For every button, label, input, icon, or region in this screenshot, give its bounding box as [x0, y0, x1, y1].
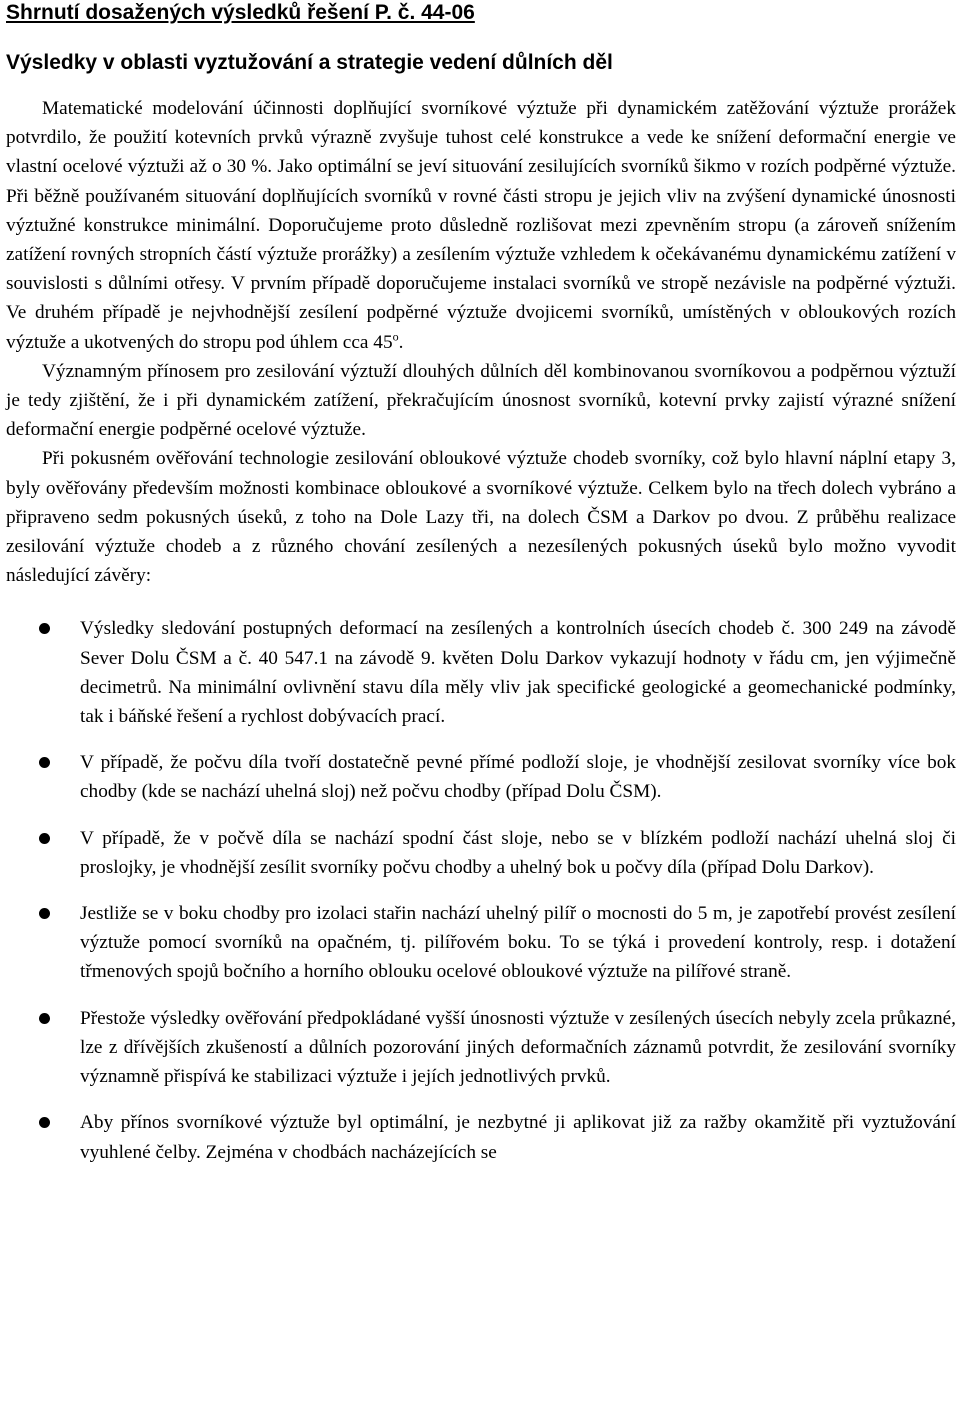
- list-item-text: Jestliže se v boku chodby pro izolaci stařin nachází uhelný pilíř o mocnosti do 5 m, je zapotřebí provést zesílení výztuže pomocí svorníků na opačném, tj. pilířovém boku. To se týká i provedení kontroly, resp. i dotažení třmenových spojů bočního a horního oblouku ocelové obloukové výztuže na pilířové straně.: [80, 903, 956, 983]
- document-title: Shrnutí dosažených výsledků řešení P. č. 44-06: [6, 1, 475, 24]
- paragraph-1: [6, 94, 956, 357]
- list-item: [6, 748, 956, 806]
- list-item: [6, 1004, 956, 1092]
- bullet-icon: [39, 623, 50, 634]
- list-item-text: Výsledky sledování postupných deformací na zesílených a kontrolních úsecích chodeb č. 300 249 na závodě Sever Dolu ČSM a č. 40 547.1 na závodě 9. květen Dolu Darkov vykazují hodnoty v řádu cm, jen výjimečně decimetrů. Na minimální ovlivnění stavu díla měly vliv jak specifické geologické a geomechanické podmínky, tak i báňské řešení a rychlost dobývacích prací.: [80, 618, 956, 728]
- bullet-icon: [39, 908, 50, 919]
- bullet-icon: [39, 1117, 50, 1128]
- paragraph-1-tail: .: [398, 331, 404, 353]
- list-item-text: Přestože výsledky ověřování předpokládané vyšší únosnosti výztuže v zesílených úsecích nebyly zcela průkazné, lze z dřívějších zkušeností a důlních pozorování jiných deformačních záznamů potvrdit, že zesilování svorníky významně přispívá ke stabilizaci výztuže i jejích jednotlivých prvků.: [80, 1007, 956, 1088]
- list-item: [6, 1108, 956, 1166]
- list-item: [6, 899, 956, 987]
- bullet-icon: [39, 757, 50, 768]
- document-page: [6, 0, 956, 1184]
- list-item-text: Aby přínos svorníkové výztuže byl optimální, je nezbytné ji aplikovat již za ražby okamžitě při vyztužování vyuhlené čelby. Zejména v chodbách nacházejících se: [80, 1112, 956, 1163]
- bullet-icon: [39, 833, 50, 844]
- paragraph-1-text: Matematické modelování účinnosti doplňující svorníkové výztuže při dynamickém zatěžování výztuže prorážek potvrdilo, že použití kotevních prvků výrazně zvyšuje tuhost celé konstrukce a vede ke snížení deformační energie ve vlastní ocelové výztuži až o 30 %. Jako optimální se jeví situování zesilujících svorníků šikmo v rozích podpěrné výztuže. Při běžně používaném situování doplňujících svorníků v rovné části stropu je jejich vliv na zvýšení dynamické únosnosti výztužné konstrukce minimální. Doporučujeme proto důsledně rozlišovat mezi zpevněním stropu (a zároveň snížením zatížení rovných stropních částí výztuže prorážky) a zesílením výztuže vzhledem k očekávanému dynamickému zatížení v souvislosti s důlními otřesy. V prvním případě doporučujeme instalaci svorníků ve stropě nezávisle na podpěrné výztuži. Ve druhém případě je nejvhodnější zesílení podpěrné výztuže dvojicemi svorníků, umístěných v obloukových rozích výztuže a ukotvených do stropu pod úhlem cca 45: [6, 98, 956, 353]
- conclusions-list: [6, 614, 956, 1166]
- paragraph-2: Významným přínosem pro zesilování výztuží dlouhých důlních děl kombinovanou svorníkovou a podpěrnou výztuží je tedy zjištění, že i při dynamickém zatížení, překračujícím únosnost svorníků, kotevní prvky zajistí výrazné snížení deformační energie podpěrné ocelové výztuže.: [6, 360, 956, 441]
- list-item-text: V případě, že počvu díla tvoří dostatečně pevné přímé podloží sloje, je vhodnější zesilovat svorníky více bok chodby (kde se nachází uhelná sloj) než počvu chodby (případ Dolu ČSM).: [80, 752, 956, 803]
- list-item-text: V případě, že v počvě díla se nachází spodní část sloje, nebo se v blízkém podloží nachází uhelná sloj či proslojky, je vhodnější zesílit svorníky počvu chodby a uhelný bok u počvy díla (případ Dolu Darkov).: [80, 827, 956, 878]
- list-item: [6, 824, 956, 882]
- degree-sup: o: [392, 329, 399, 344]
- section-heading: Výsledky v oblasti vyztužování a strategie vedení důlních děl: [6, 51, 613, 74]
- bullet-icon: [39, 1013, 50, 1024]
- list-item: [6, 614, 956, 731]
- paragraph-3: Při pokusném ověřování technologie zesilování obloukové výztuže chodeb svorníky, což bylo hlavní náplní etapy 3, byly ověřovány především možnosti kombinace obloukové a svorníkové výztuže. Celkem bylo na třech dolech vybráno a připraveno sedm pokusných úseků, z toho na Dole Lazy tři, na dolech ČSM a Darkov po dvou. Z průběhu realizace zesilování výztuže chodeb a z různého chování zesílených a nezesílených pokusných úseků bylo možno vyvodit následující závěry:: [6, 448, 956, 587]
